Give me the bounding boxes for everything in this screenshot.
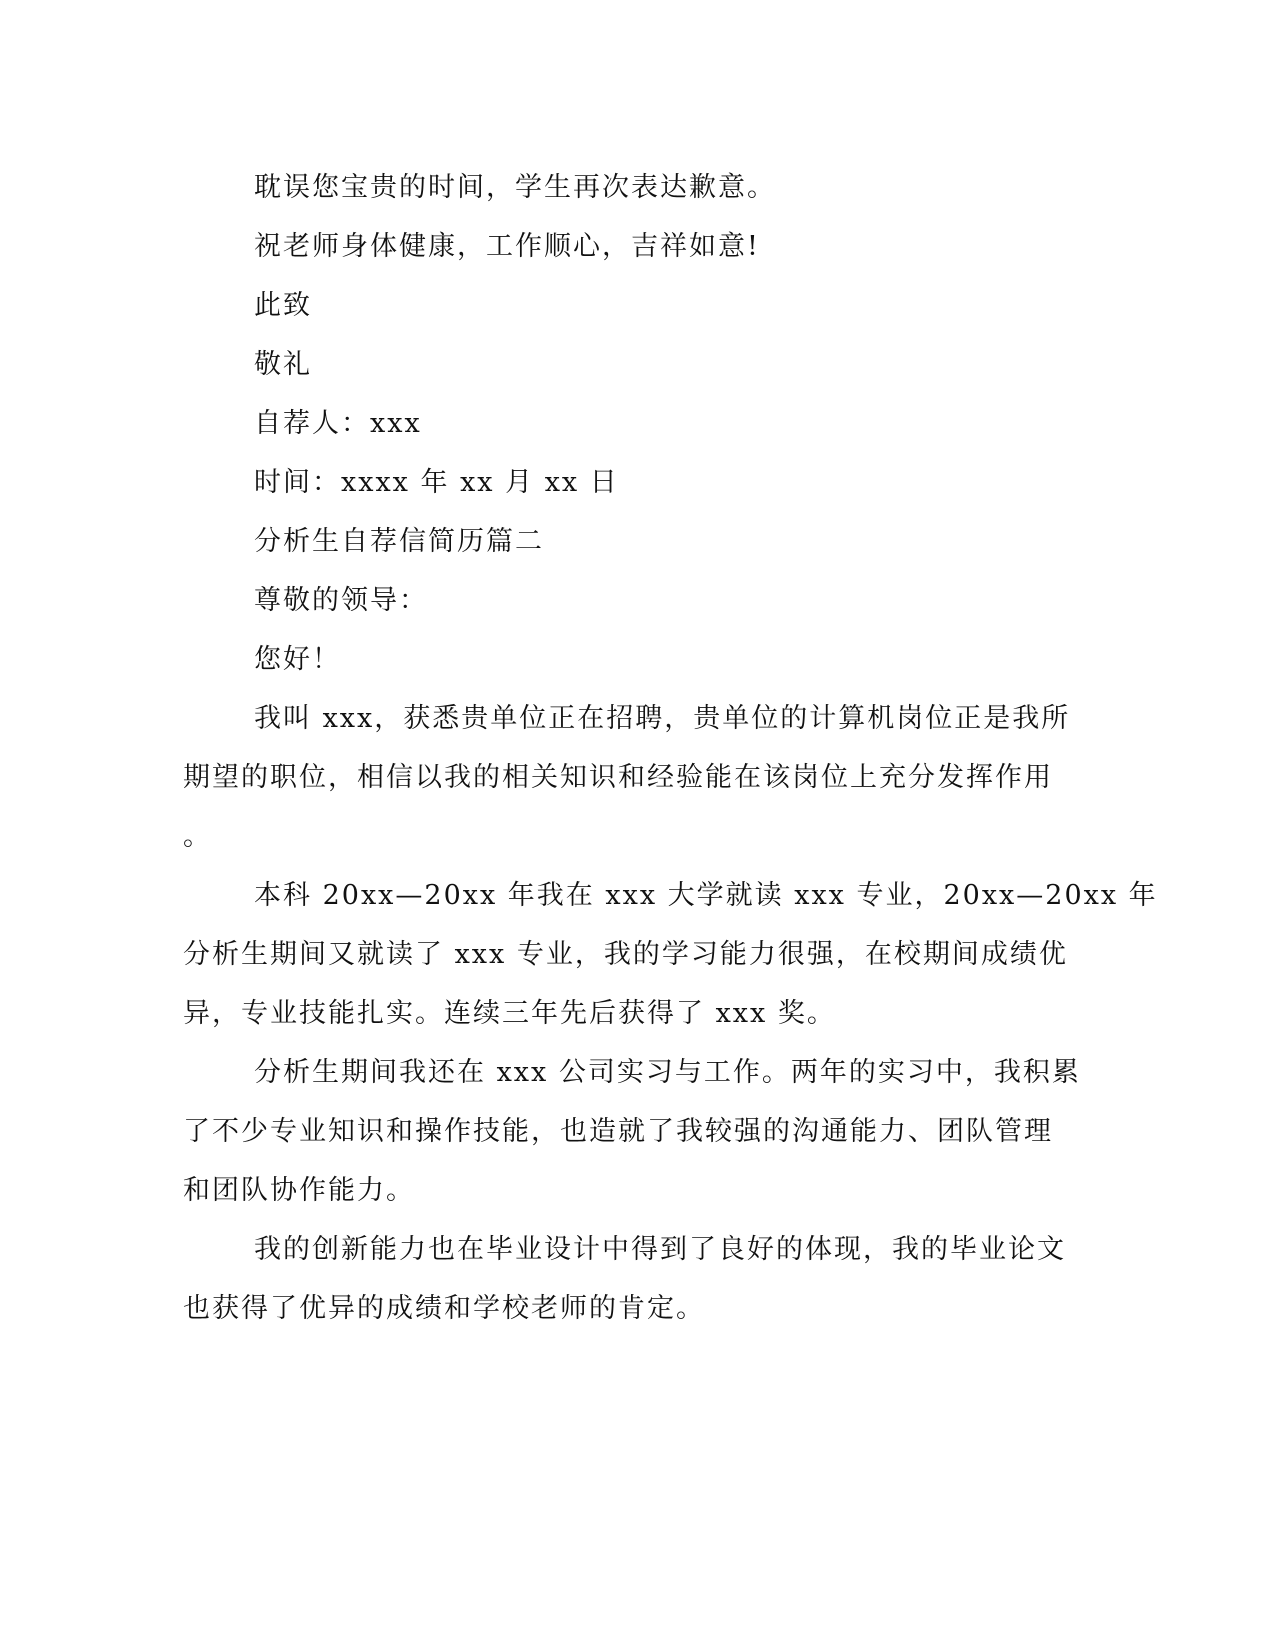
paragraph-introduction: [183, 689, 1071, 866]
paragraph-line: 了不少专业知识和操作技能，也造就了我较强的沟通能力、团队管理: [183, 1116, 1053, 1147]
paragraph-internship: [183, 1043, 1081, 1220]
paragraph-line: 分析生期间又就读了 xxx 专业，我的学习能力很强，在校期间成绩优: [183, 939, 1068, 970]
letter-body: [183, 158, 1158, 1338]
paragraph-education: [183, 866, 1158, 1043]
closing-apology-line: 耽误您宝贵的时间，学生再次表达歉意。: [254, 172, 776, 203]
paragraph-line: 和团队协作能力。: [183, 1175, 415, 1206]
greeting-to-line: 尊敬的领导：: [254, 585, 428, 616]
date-line: 时间：xxxx 年 xx 月 xx 日: [254, 467, 619, 498]
paragraph-line: 我的创新能力也在毕业设计中得到了良好的体现，我的毕业论文: [254, 1234, 1066, 1265]
paragraph-innovation: [183, 1220, 1066, 1338]
paragraph-line: 期望的职位，相信以我的相关知识和经验能在该岗位上充分发挥作用: [183, 762, 1053, 793]
signer-line: 自荐人：xxx: [254, 408, 422, 439]
section-title: 分析生自荐信简历篇二: [254, 526, 544, 557]
paragraph-line: 我叫 xxx，获悉贵单位正在招聘，贵单位的计算机岗位正是我所: [254, 703, 1071, 734]
salutation-line-2: 敬礼: [254, 349, 312, 380]
paragraph-line: 分析生期间我还在 xxx 公司实习与工作。两年的实习中，我积累: [254, 1057, 1081, 1088]
paragraph-line: 异，专业技能扎实。连续三年先后获得了 xxx 奖。: [183, 998, 836, 1029]
paragraph-line: 。: [183, 821, 212, 852]
salutation-line-1: 此致: [254, 290, 312, 321]
paragraph-line: 也获得了优异的成绩和学校老师的肯定。: [183, 1293, 705, 1324]
greeting-line: 您好！: [254, 644, 341, 675]
paragraph-line: 本科 20xx—20xx 年我在 xxx 大学就读 xxx 专业，20xx—20xx 年: [254, 880, 1158, 911]
wishes-line: 祝老师身体健康，工作顺心，吉祥如意!: [254, 231, 760, 262]
